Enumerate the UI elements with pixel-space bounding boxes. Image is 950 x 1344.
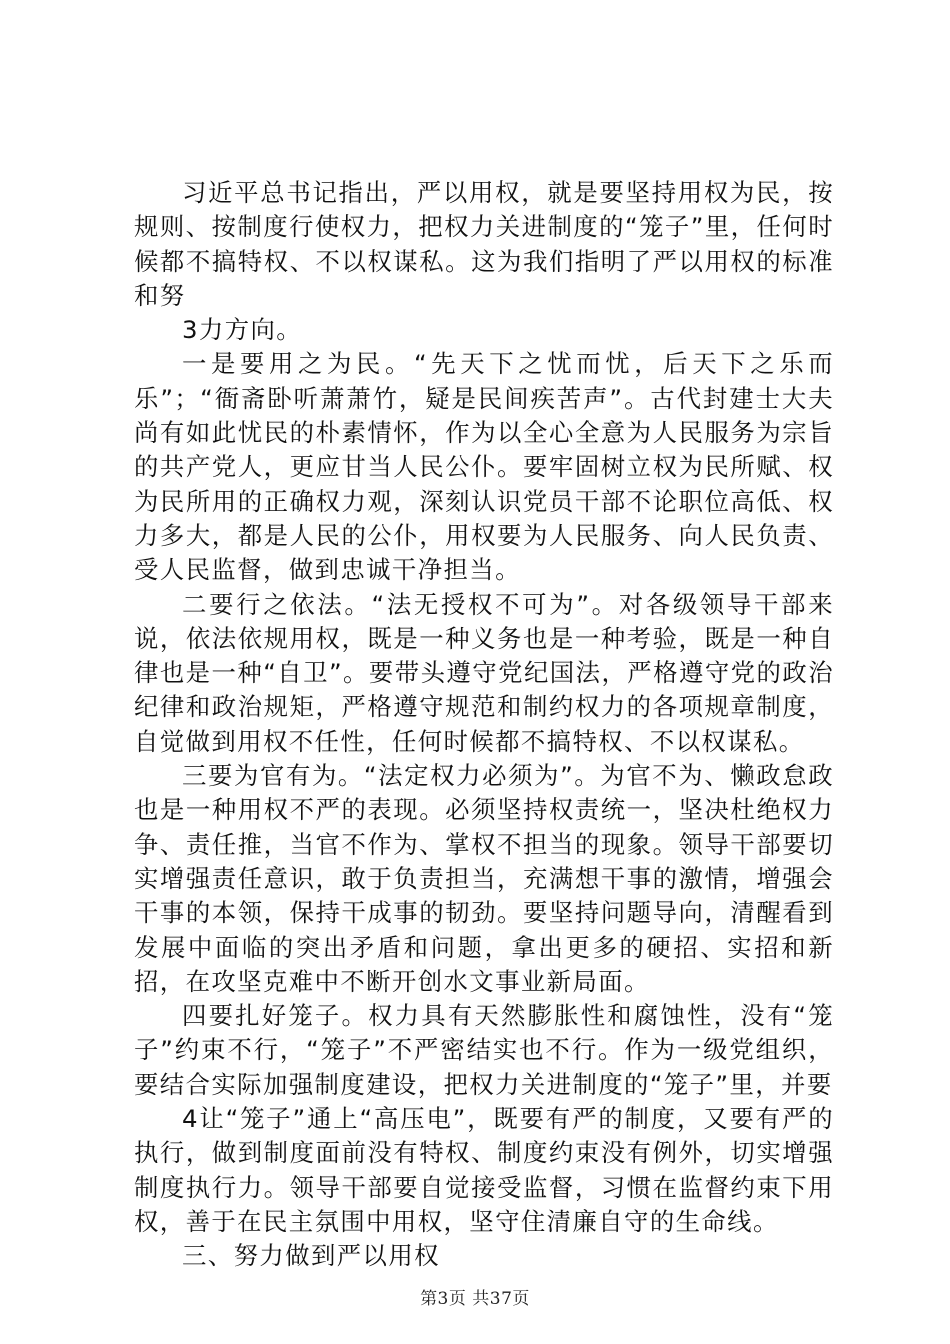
paragraph-continuation: 3力方向。 — [182, 315, 303, 345]
document-body — [134, 176, 834, 1274]
paragraph-point-2: 二要行之依法。“法无授权不可为”。对各级领导干部来说，依法依规用权，既是一种义务也是一种考验，既是一种自律也是一种“自卫”。要带头遵守党纪国法，严格遵守党的政治纪律和政治规矩，严格遵守规范和制约权力的各项规章制度，自觉做到用权不任性，任何时候都不搞特权、不以权谋私。 — [134, 589, 834, 756]
section-heading: 三、努力做到严以用权 — [182, 1241, 440, 1271]
paragraph-intro: 习近平总书记指出，严以用权，就是要坚持用权为民，按规则、按制度行使权力，把权力关进制度的“笼子”里，任何时候都不搞特权、不以权谋私。这为我们指明了严以用权的标准和努 — [134, 178, 834, 310]
paragraph-point-4: 四要扎好笼子。权力具有天然膨胀性和腐蚀性，没有“笼子”约束不行，“笼子”不严密结实也不行。作为一级党组织，要结合实际加强制度建设，把权力关进制度的“笼子”里，并要 — [134, 1001, 834, 1099]
paragraph-point-3: 三要为官有为。“法定权力必须为”。为官不为、懒政怠政也是一种用权不严的表现。必须坚持权责统一，坚决杜绝权力争、责任推，当官不作为、掌权不担当的现象。领导干部要切实增强责任意识，敢于负责担当，充满想干事的激情，增强会干事的本领，保持干成事的韧劲。要坚持问题导向，清醒看到发展中面临的突出矛盾和问题，拿出更多的硬招、实招和新招，在攻坚克难中不断开创水文事业新局面。 — [134, 761, 834, 996]
paragraph-point-1: 一是要用之为民。“先天下之忧而忧，后天下之乐而乐”；“衙斋卧听萧萧竹，疑是民间疾苦声”。古代封建士大夫尚有如此忧民的朴素情怀，作为以全心全意为人民服务为宗旨的共产党人，更应甘当人民公仆。要牢固树立权为民所赋、权为民所用的正确权力观，深刻认识党员干部不论职位高低、权力多大，都是人民的公仆，用权要为人民服务、向人民负责、受人民监督，做到忠诚干净担当。 — [134, 349, 834, 585]
page-number-footer: 第3页 共37页 — [420, 1289, 530, 1309]
paragraph-point-4-continued: 4让“笼子”通上“高压电”，既要有严的制度，又要有严的执行，做到制度面前没有特权、制度约束没有例外，切实增强制度执行力。领导干部要自觉接受监督，习惯在监督约束下用权，善于在民主氛围中用权，坚守住清廉自守的生命线。 — [134, 1104, 834, 1236]
